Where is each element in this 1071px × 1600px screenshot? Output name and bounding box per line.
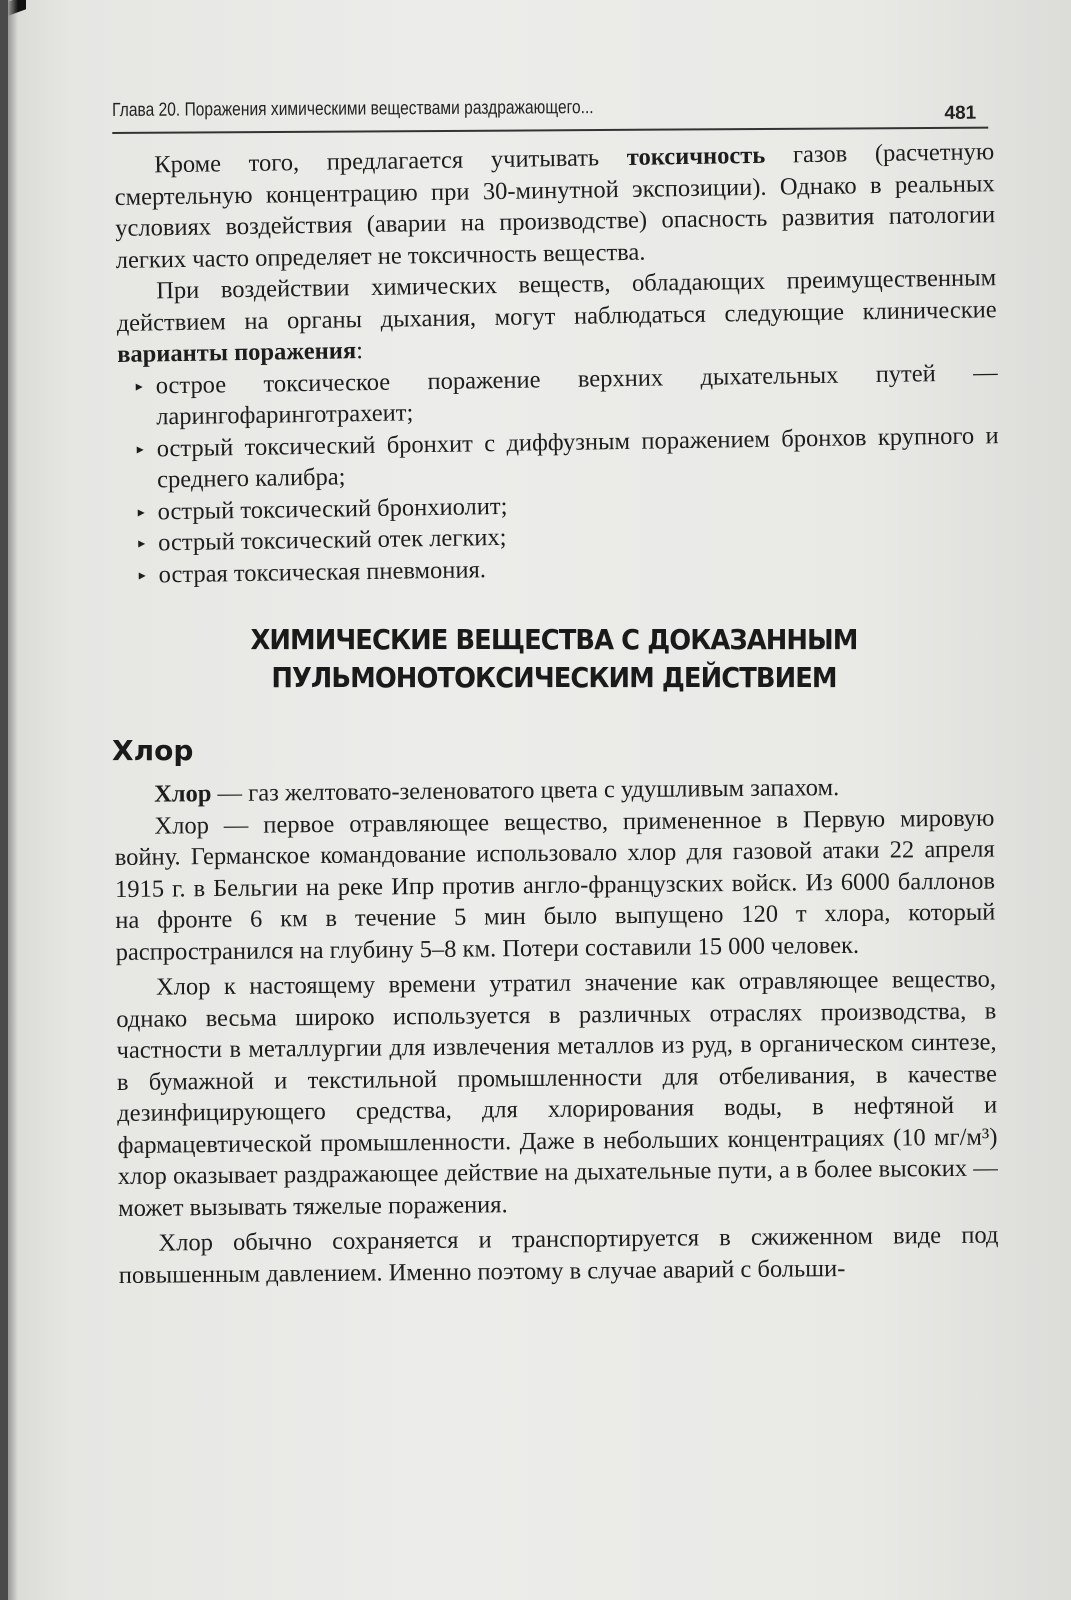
page-number: 481 [944, 102, 977, 124]
intro-paragraph-2 [116, 262, 997, 370]
chlorine-definition: — газ желтовато-зеленоватого цвета с удушливым запахом. [211, 773, 840, 807]
intro-p1-bold: токсичность [626, 141, 766, 171]
chlorine-term: Хлор [154, 779, 212, 808]
header-rule [112, 127, 988, 134]
intro-p1-text-end: газов (расчетную смертельную концентрацию при 30-минутной экспозиции). Однако в реальных условиях воздействия (аварии на производстве) опасность развития патологии легких часто определяет не токсичность вещества. [114, 138, 996, 274]
chapter-title: Глава 20. Поражения химическими веществами раздражающего... [112, 97, 594, 121]
bullet-marker-icon: ▸ [136, 442, 144, 458]
intro-p1-text-start: Кроме того, предлагается учитывать [154, 143, 627, 179]
list-item-text: острый токсический отек легких; [157, 523, 507, 557]
intro-paragraph-1 [114, 136, 996, 276]
running-header [112, 83, 988, 138]
bullet-marker-icon: ▸ [137, 505, 145, 521]
chlorine-block [114, 770, 999, 1290]
intro-p2-bold: варианты поражения [117, 337, 357, 368]
bullet-marker-icon: ▸ [138, 536, 146, 552]
intro-p2-text-end: : [355, 337, 364, 365]
chlorine-paragraph-3: Хлор к настоящему времени утратил значение как отравляющее вещество, однако весьма широко используется в различных отраслях производства, в частности в металлургии для извлечения металлов из руд, в органическом синтезе, в бумажной и текстильной промышленности для отбеливания, в качестве дезинфицирующего средства, для хлорирования воды, в нефтяной и фармацевтической промышленности. Даже в небольших концентрациях (10 мг/м³) хлор оказывает раздражающее действие на дыхательные пути, а в более высоких — может вызывать тяжелые поражения. [116, 965, 998, 1221]
list-item-text: острая токсическая пневмония. [158, 555, 487, 588]
intro-block [114, 136, 1001, 591]
list-item-text: острый токсический бронхит с диффузным поражением бронхов крупного и среднего калибра; [156, 421, 999, 494]
bullet-marker-icon: ▸ [138, 568, 146, 584]
section-heading-line-1: ХИМИЧЕСКИЕ ВЕЩЕСТВА С ДОКАЗАННЫМ [250, 623, 858, 656]
lesion-variants-list [117, 357, 1000, 591]
section-heading [149, 621, 959, 697]
intro-p2-text-start: При воздействии химических веществ, обладающих преимущественным действием на органы дыхания, могут наблюдаться следующие клинические [116, 264, 997, 337]
page-gutter-shadow [8, 0, 18, 1600]
chlorine-paragraph-2: Хлор — первое отравляющее вещество, примененное в Первую мировую войну. Германское командование использовало хлор для газовой атаки 22 апреля 1915 г. в Бельгии на реке Ипр против англо-французских войск. Из 6000 баллонов на фронте 6 км в течение 5 мин было выпущено 120 т хлора, который распространился на глубину 5–8 км. Потери составили 15 000 человек. [114, 803, 996, 965]
bullet-marker-icon: ▸ [135, 379, 143, 395]
list-item-text: острый токсический бронхиолит; [157, 492, 508, 525]
page-body [112, 138, 999, 1291]
section-heading-line-2: ПУЛЬМОНОТОКСИЧЕСКИМ ДЕЙСТВИЕМ [271, 661, 837, 694]
chlorine-paragraph-4: Хлор обычно сохраняется и транспортируется в сжиженном виде под повышенным давлением. Именно поэтому в случае аварий с больши- [118, 1221, 999, 1288]
subsection-heading-chlorine: Хлор [112, 734, 194, 767]
book-page [8, 0, 1071, 1600]
list-item-text: острое токсическое поражение верхних дыхательных путей — ларингофаринготрахеит; [155, 358, 998, 431]
